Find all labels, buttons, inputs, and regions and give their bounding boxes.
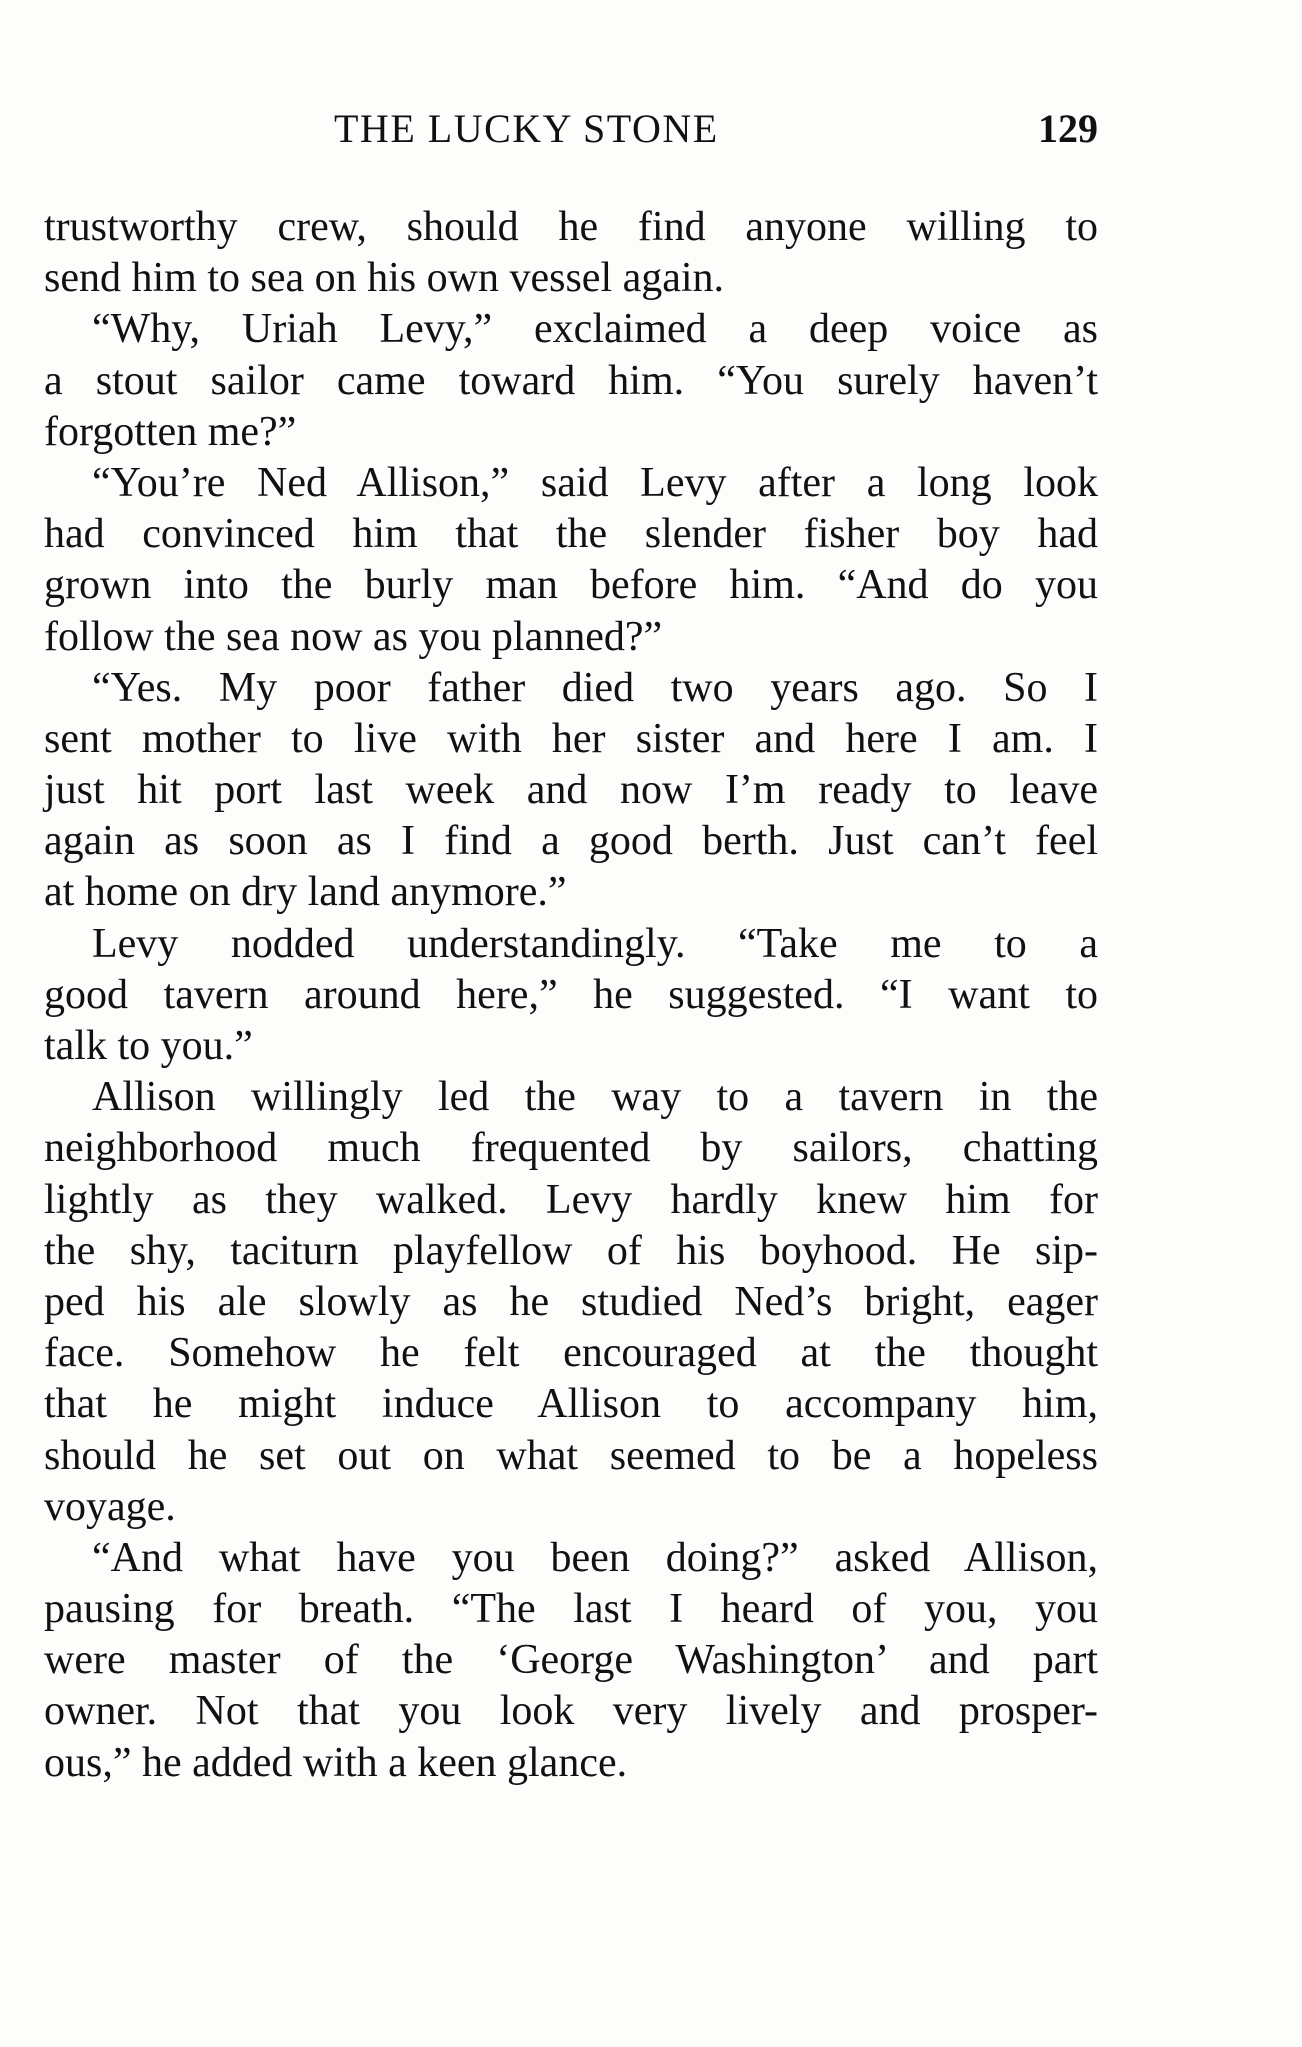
text-line: were master of the ‘George Washington’ and part bbox=[44, 1637, 1098, 1684]
text-line: trustworthy crew, should he find anyone willing to bbox=[44, 204, 1098, 250]
text-line: “Yes. My poor father died two years ago. So I bbox=[92, 664, 1098, 711]
text-line: the shy, taciturn playfellow of his boyhood. He sip- bbox=[44, 1227, 1098, 1274]
page-number: 129 bbox=[1038, 106, 1098, 151]
text-line: Levy nodded understandingly. “Take me to a bbox=[92, 920, 1098, 967]
text-line: ped his ale slowly as he studied Ned’s bright, eager bbox=[44, 1278, 1098, 1325]
text-line: send him to sea on his own vessel again. bbox=[44, 255, 725, 302]
text-line: talk to you.” bbox=[44, 1023, 253, 1069]
text-line: forgotten me?” bbox=[44, 408, 297, 455]
text-line: “You’re Ned Allison,” said Levy after a long look bbox=[92, 459, 1098, 506]
text-line: a stout sailor came toward him. “You surely haven’t bbox=[44, 357, 1098, 404]
text-line: good tavern around here,” he suggested. “I want to bbox=[44, 971, 1098, 1018]
text-line: again as soon as I find a good berth. Just can’t feel bbox=[44, 818, 1098, 865]
text-line: should he set out on what seemed to be a hopeless bbox=[44, 1432, 1098, 1479]
text-line: “And what have you been doing?” asked Allison, bbox=[92, 1534, 1098, 1581]
text-line: had convinced him that the slender fisher boy had bbox=[44, 511, 1098, 558]
text-line: that he might induce Allison to accompany him, bbox=[44, 1381, 1098, 1428]
text-line: Allison willingly led the way to a tavern in the bbox=[92, 1074, 1098, 1121]
body-text bbox=[44, 202, 1098, 1789]
text-line: lightly as they walked. Levy hardly knew him for bbox=[44, 1176, 1098, 1223]
text-line: follow the sea now as you planned?” bbox=[44, 613, 663, 660]
text-line: face. Somehow he felt encouraged at the thought bbox=[44, 1330, 1098, 1377]
page-header bbox=[44, 104, 1098, 154]
text-line: pausing for breath. “The last I heard of you, you bbox=[44, 1586, 1098, 1633]
text-line: “Why, Uriah Levy,” exclaimed a deep voice as bbox=[92, 306, 1098, 353]
text-line: neighborhood much frequented by sailors, chatting bbox=[44, 1125, 1098, 1172]
text-line: just hit port last week and now I’m ready to leave bbox=[44, 767, 1098, 814]
text-line: ous,” he added with a keen glance. bbox=[44, 1739, 628, 1786]
text-line: sent mother to live with her sister and here I am. I bbox=[44, 715, 1098, 762]
text-line: voyage. bbox=[44, 1483, 176, 1530]
text-line: owner. Not that you look very lively and prosper- bbox=[44, 1688, 1098, 1735]
text-line: grown into the burly man before him. “And do you bbox=[44, 562, 1098, 609]
text-line: at home on dry land anymore.” bbox=[44, 869, 567, 916]
running-head: THE LUCKY STONE bbox=[334, 106, 719, 151]
